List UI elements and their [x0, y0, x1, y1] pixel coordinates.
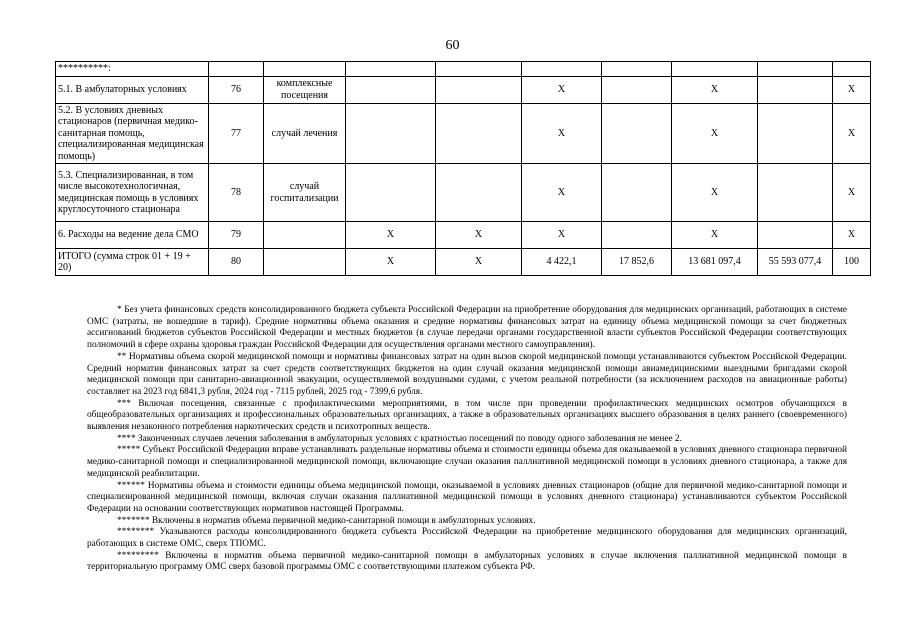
unit-cell: случай госпитализации — [264, 164, 346, 222]
value-cell: X — [672, 76, 758, 103]
unit-cell: комплексные посещения — [264, 76, 346, 103]
table-row — [56, 62, 871, 77]
value-cell — [522, 62, 602, 77]
value-cell — [602, 222, 672, 249]
value-cell — [833, 62, 871, 77]
value-cell: X — [346, 222, 436, 249]
value-cell: X — [436, 249, 522, 276]
value-cell — [436, 76, 522, 103]
row-number-cell: 79 — [209, 222, 264, 249]
value-cell: 4 422,1 — [522, 249, 602, 276]
row-name-cell: 5.3. Специализированная, в том числе высокотехнологичная, медицинская помощь в условиях круглосуточного стационара — [56, 164, 209, 222]
unit-cell — [264, 249, 346, 276]
row-name-cell: 5.2. В условиях дневных стационаров (первичная медико-санитарная помощь, специализированная медицинская помощь) — [56, 103, 209, 164]
table-row — [56, 249, 871, 276]
value-cell — [436, 62, 522, 77]
value-cell — [436, 164, 522, 222]
row-number-cell: 80 — [209, 249, 264, 276]
value-cell: X — [436, 222, 522, 249]
footnote: ****** Нормативы объема и стоимости единицы объема медицинской помощи, оказываемой в условиях дневных стационаров (общие для первичной медико-санитарной помощи и специализированной медицинской помощи, включая случаи оказания паллиативной медицинской помощи в условиях дневного стационара) устанавливаются субъектом Российской Федерации на основании соответствующих нормативов настоящей Программы. — [87, 480, 847, 514]
row-number-cell — [209, 62, 264, 77]
footnote: * Без учета финансовых средств консолидированного бюджета субъекта Российской Федерации на приобретение оборудования для медицинских организаций, работающих в системе ОМС (затраты, не вошедшие в тариф). Средние нормативы объема оказания и средние нормативы финансовых затрат на единицу объема медицинской помощи за счет бюджетных ассигнований бюджетов субъектов Российской Федерации и местных бюджетов (в случае передачи органами государственной власти субъектов Российской Федерации соответствующих полномочий в сфере охраны здоровья граждан Российской Федерации для осуществления органами местного самоуправления). — [87, 305, 847, 351]
value-cell — [346, 62, 436, 77]
table-row — [56, 164, 871, 222]
value-cell: X — [672, 164, 758, 222]
value-cell: 13 681 097,4 — [672, 249, 758, 276]
unit-cell — [264, 222, 346, 249]
value-cell: X — [833, 164, 871, 222]
value-cell: 17 852,6 — [602, 249, 672, 276]
footnote: *** Включая посещения, связанные с профилактическими мероприятиями, в том числе при проведении профилактических медицинских осмотров обучающихся в общеобразовательных организациях и профессиональных образовательных организациях, а также в образовательных организациях высшего образования в целях раннего (своевременного) выявления незаконного потребления наркотических средств и психотропных веществ. — [87, 398, 847, 433]
row-name-cell: **********: — [56, 62, 209, 77]
value-cell — [346, 164, 436, 222]
page-number: 60 — [445, 38, 460, 53]
value-cell — [758, 76, 833, 103]
value-cell — [758, 62, 833, 77]
value-cell: X — [672, 103, 758, 164]
footnotes — [87, 305, 847, 574]
value-cell — [602, 103, 672, 164]
value-cell — [602, 76, 672, 103]
table-row — [56, 76, 871, 103]
unit-cell — [264, 62, 346, 77]
footnote: **** Законченных случаев лечения заболевания в амбулаторных условиях с кратностью посещений по поводу одного заболевания не менее 2. — [117, 433, 682, 444]
data-table — [55, 61, 871, 276]
footnote: ********* Включены в норматив объема первичной медико-санитарной помощи в амбулаторных условиях в случае включения паллиативной медицинской помощи в территориальную программу ОМС сверх базовой программы ОМС с соответствующими платежом субъекта РФ. — [87, 550, 847, 573]
value-cell: X — [522, 103, 602, 164]
value-cell — [758, 164, 833, 222]
value-cell: X — [522, 76, 602, 103]
row-name-cell: 5.1. В амбулаторных условиях — [56, 76, 209, 103]
table-row — [56, 222, 871, 249]
value-cell: 100 — [833, 249, 871, 276]
value-cell: X — [672, 222, 758, 249]
table-row — [56, 103, 871, 164]
value-cell — [672, 62, 758, 77]
value-cell — [758, 103, 833, 164]
value-cell: X — [522, 222, 602, 249]
value-cell — [436, 103, 522, 164]
row-number-cell: 78 — [209, 164, 264, 222]
value-cell — [602, 164, 672, 222]
value-cell — [602, 62, 672, 77]
unit-cell: случай лечения — [264, 103, 346, 164]
footnote: ******** Указываются расходы консолидированного бюджета субъекта Российской Федерации на приобретение медицинского оборудования для медицинских организаций, работающих в системе ОМС, сверх ТПОМС. — [87, 527, 847, 550]
value-cell: X — [346, 249, 436, 276]
value-cell: X — [833, 222, 871, 249]
table-body — [56, 62, 871, 276]
value-cell: 55 593 077,4 — [758, 249, 833, 276]
value-cell — [758, 222, 833, 249]
value-cell: X — [833, 76, 871, 103]
row-name-cell: 6. Расходы на ведение дела СМО — [56, 222, 209, 249]
value-cell: X — [833, 103, 871, 164]
footnote: ***** Субъект Российской Федерации вправе устанавливать раздельные нормативы объема и стоимости единицы объема для оказываемой в условиях дневного стационара первичной медико-санитарной помощи и специализированной медицинской помощи, включающие случаи оказания паллиативной медицинской помощи в условиях дневного стационара, а также для медицинской реабилитации. — [87, 445, 847, 479]
row-name-cell: ИТОГО (сумма строк 01 + 19 + 20) — [56, 249, 209, 276]
value-cell — [346, 76, 436, 103]
value-cell — [346, 103, 436, 164]
value-cell: X — [522, 164, 602, 222]
footnote: ******* Включены в норматив объема первичной медико-санитарной помощи в амбулаторных условиях. — [117, 515, 536, 526]
footnote: ** Нормативы объема скорой медицинской помощи и нормативы финансовых затрат на один вызов скорой медицинской помощи устанавливаются субъектом Российской Федерации. Средний норматив финансовых затрат за счет средств соответствующих бюджетов на один случай оказания медицинской помощи авиамедицинскими выездными бригадами скорой медицинской помощи при санитарно-авиационной эвакуации, осуществляемой воздушными судами, с учетом реальной потребности (за исключением расходов на авиационные работы) составляет на 2023 год 6841,3 рубля, 2024 год - 7115 рублей, 2025 год - 7399,6 рубля. — [87, 351, 847, 397]
row-number-cell: 76 — [209, 76, 264, 103]
row-number-cell: 77 — [209, 103, 264, 164]
